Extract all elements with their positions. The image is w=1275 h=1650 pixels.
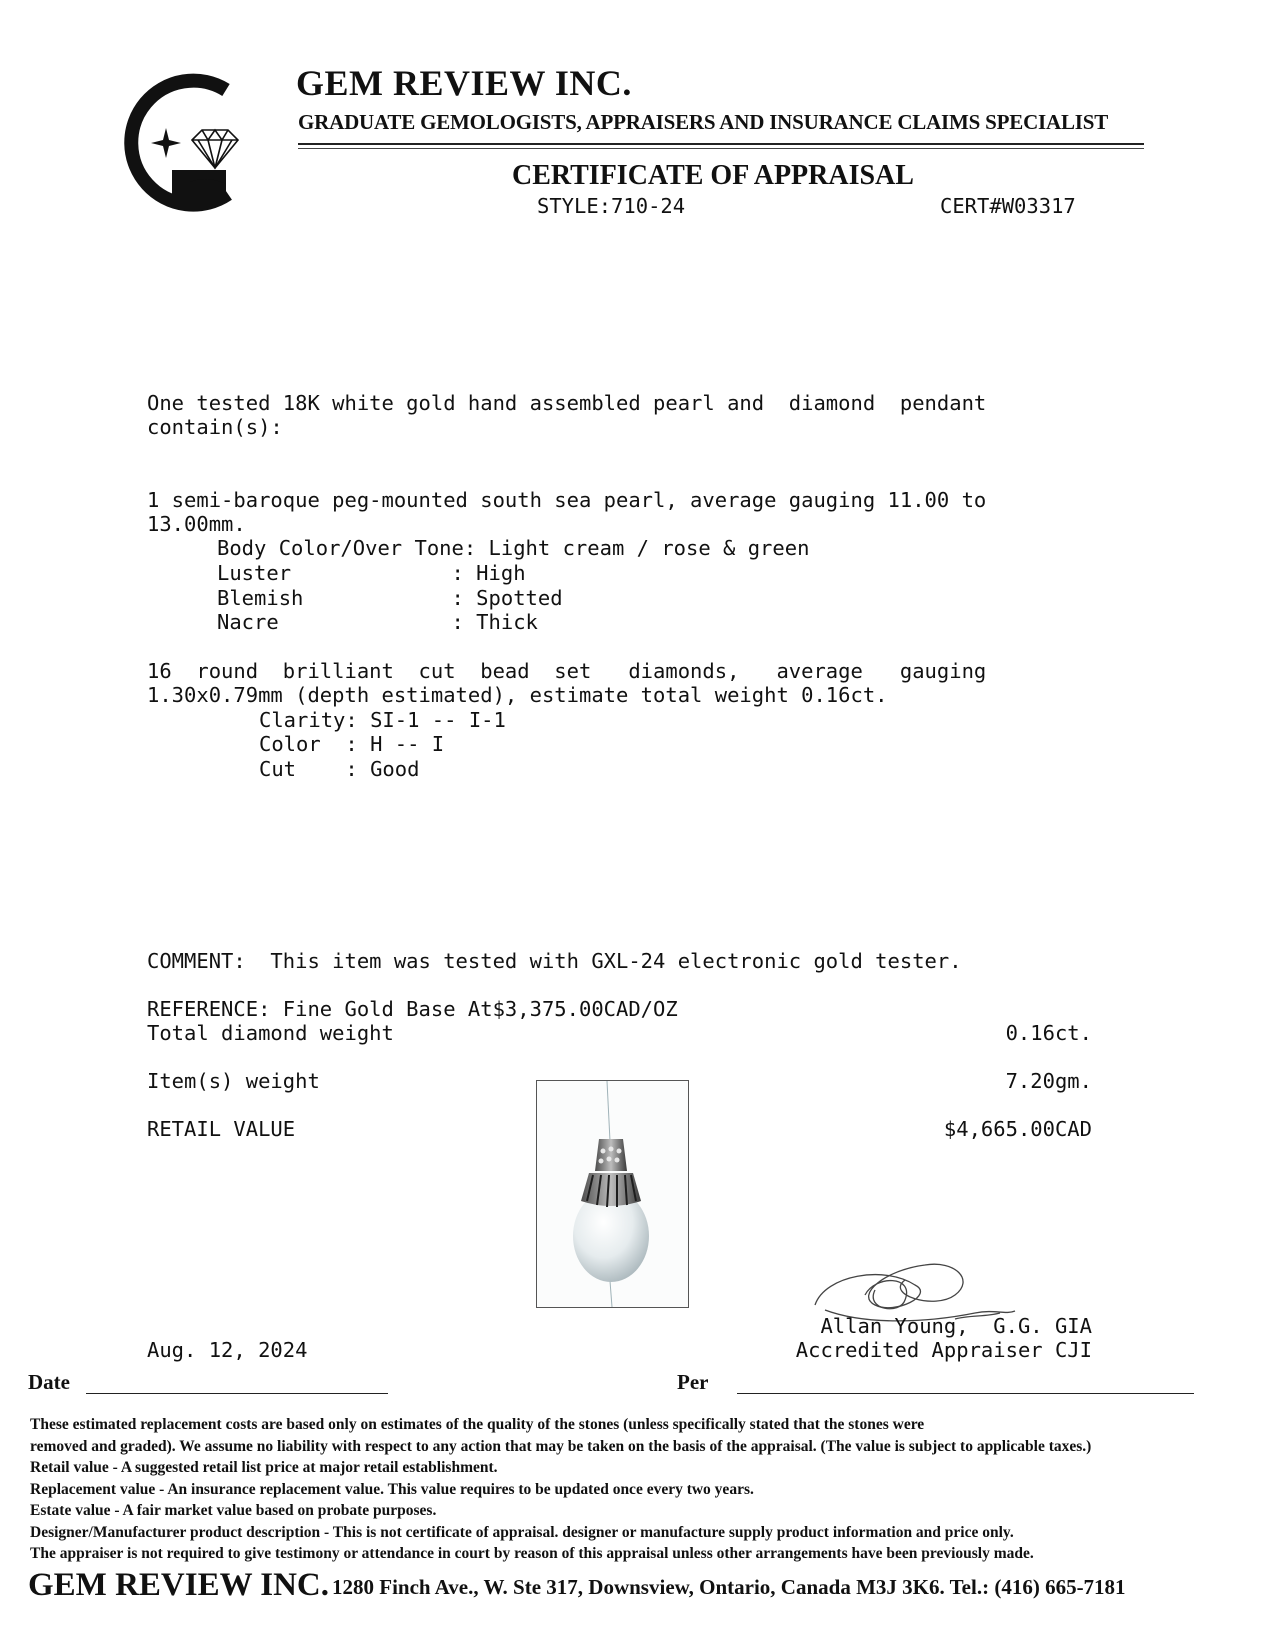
reference-gold-price: REFERENCE: Fine Gold Base At$3,375.00CAD/OZ — [147, 997, 678, 1021]
appraiser-name: Allan Young, G.G. GIA — [820, 1314, 1092, 1338]
pearl-description-line-2: 13.00mm. — [147, 512, 246, 536]
per-label: Per — [677, 1370, 709, 1394]
disclaimer-testimony: The appraiser is not required to give testimony or attendance in court by reason of this appraisal unless other arrangements have been previously made. — [30, 1545, 1034, 1562]
style-number: STYLE:710-24 — [537, 194, 686, 218]
disclaimer-line-1: These estimated replacement costs are based only on estimates of the quality of the stones (unless specifically stated that the stones were — [30, 1416, 925, 1433]
retail-value-amount: $4,665.00CAD — [943, 1117, 1092, 1141]
pearl-pendant-image — [537, 1081, 688, 1307]
certificate-title: CERTIFICATE OF APPRAISAL — [512, 160, 914, 191]
date-signature-line — [86, 1393, 388, 1394]
company-tagline: GRADUATE GEMOLOGISTS, APPRAISERS AND INSURANCE CLAIMS SPECIALIST — [298, 110, 1109, 134]
item-description-line-1: One tested 18K white gold hand assembled pearl and diamond pendant — [147, 391, 987, 415]
diamond-description-line-1: 16 round brilliant cut bead set diamonds, average gauging — [147, 659, 987, 683]
pearl-spec-nacre: Nacre : Thick — [217, 610, 538, 634]
per-signature-line — [737, 1393, 1194, 1394]
header-rule-thin — [298, 148, 1144, 149]
item-description-line-2: contain(s): — [147, 415, 283, 439]
disclaimer-replacement-value: Replacement value - An insurance replacement value. This value requires to be updated once every two years. — [30, 1481, 754, 1498]
diamond-spec-color: Color : H -- I — [259, 732, 445, 756]
disclaimer-line-2: removed and graded). We assume no liability with respect to any action that may be taken on the basis of the appraisal. (The value is subject to applicable taxes.) — [30, 1438, 1092, 1455]
total-diamond-weight-value: 0.16ct. — [1005, 1021, 1092, 1045]
appraisal-date: Aug. 12, 2024 — [147, 1338, 308, 1362]
diamond-spec-cut: Cut : Good — [259, 757, 420, 781]
diamond-description-line-2: 1.30x0.79mm (depth estimated), estimate total weight 0.16ct. — [147, 683, 888, 707]
diamond-spec-clarity: Clarity: SI-1 -- I-1 — [259, 708, 506, 732]
item-photo — [536, 1080, 689, 1308]
item-weight-label: Item(s) weight — [147, 1069, 320, 1093]
pearl-spec-luster: Luster : High — [217, 561, 526, 585]
company-logo — [108, 72, 268, 212]
pearl-spec-blemish: Blemish : Spotted — [217, 586, 563, 610]
footer-company-name: GEM REVIEW INC. — [28, 1567, 330, 1603]
header-rule — [298, 143, 1144, 145]
total-diamond-weight-label: Total diamond weight — [147, 1021, 394, 1045]
footer-address: 1280 Finch Ave., W. Ste 317, Downsview, Ontario, Canada M3J 3K6. Tel.: (416) 665-7181 — [332, 1575, 1126, 1599]
pearl-spec-color: Body Color/Over Tone: Light cream / rose & green — [217, 536, 810, 560]
retail-value-label: RETAIL VALUE — [147, 1117, 296, 1141]
disclaimer-retail-value: Retail value - A suggested retail list price at major retail establishment. — [30, 1459, 498, 1476]
disclaimer-estate-value: Estate value - A fair market value based on probate purposes. — [30, 1502, 437, 1519]
item-weight-value: 7.20gm. — [1005, 1069, 1092, 1093]
certificate-number: CERT#W03317 — [940, 194, 1076, 218]
appraiser-accreditation: Accredited Appraiser CJI — [795, 1338, 1092, 1362]
company-name: GEM REVIEW INC. — [296, 63, 632, 103]
pearl-description-line-1: 1 semi-baroque peg-mounted south sea pearl, average gauging 11.00 to — [147, 488, 987, 512]
disclaimer-designer: Designer/Manufacturer product description - This is not certificate of appraisal. designer or manufacture supply product information and price only. — [30, 1524, 1014, 1541]
date-label: Date — [28, 1370, 70, 1394]
comment: COMMENT: This item was tested with GXL-24 electronic gold tester. — [147, 949, 962, 973]
